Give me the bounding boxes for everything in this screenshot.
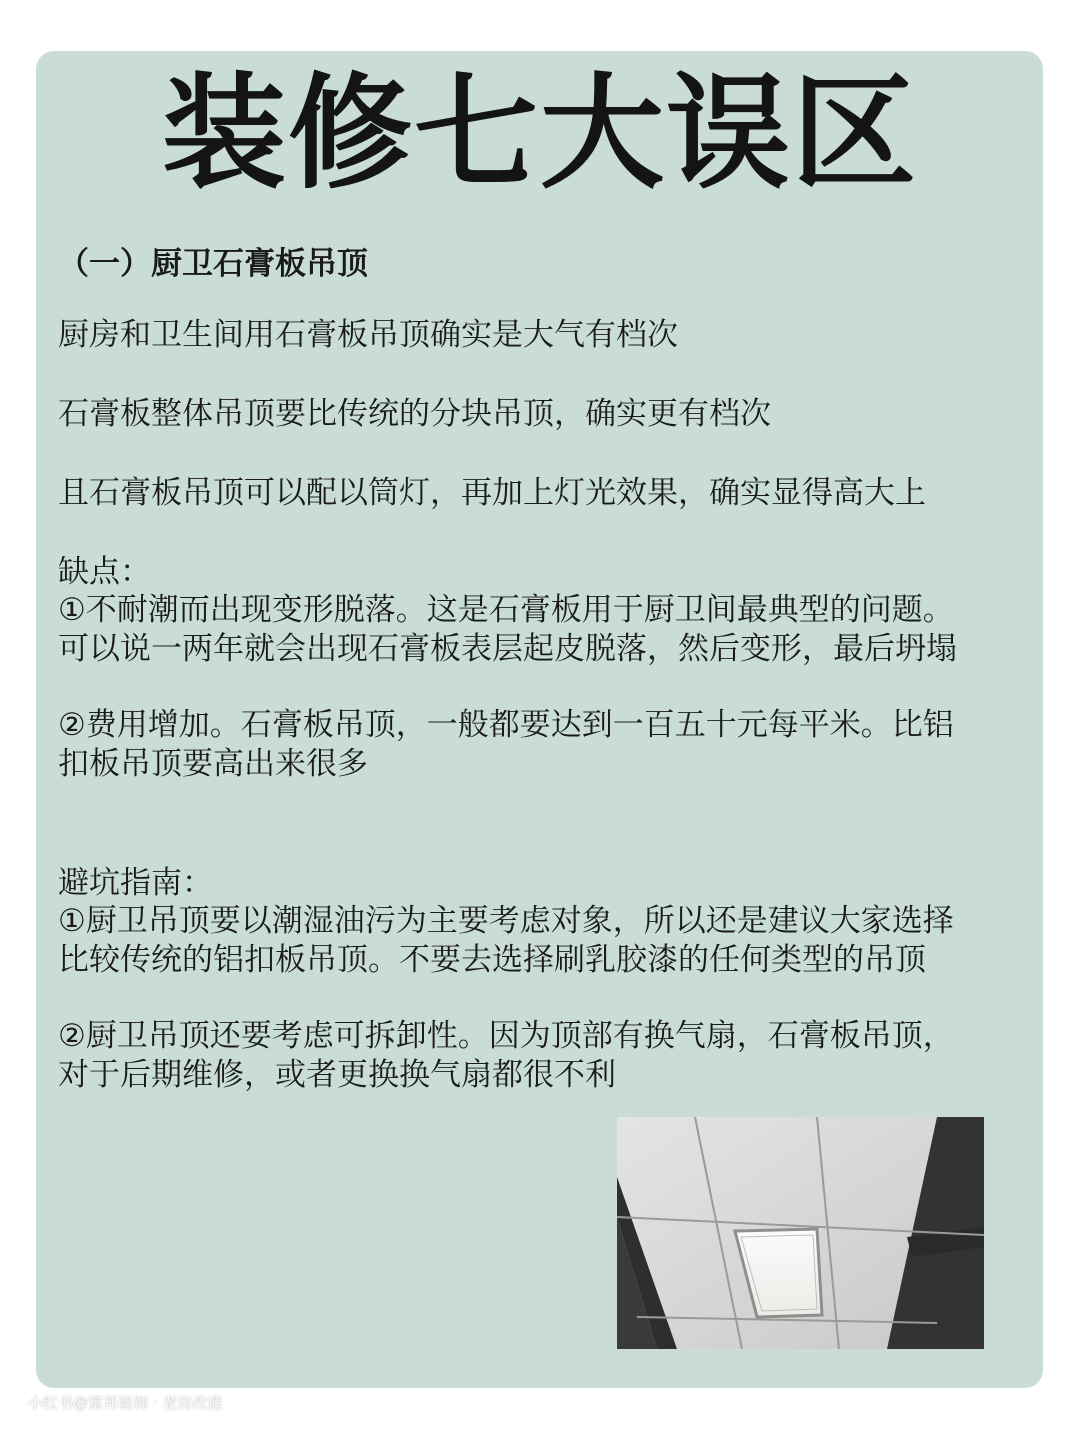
cons-item-2-line-2: 扣板吊顶要高出来很多 (58, 746, 368, 782)
guide-item-2-line-2: 对于后期维修，或者更换换气扇都很不利 (58, 1057, 616, 1093)
intro-paragraph-3: 且石膏板吊顶可以配以筒灯，再加上灯光效果，确实显得高大上 (58, 475, 926, 511)
guide-item-1-line-1: ①厨卫吊顶要以潮湿油污为主要考虑对象，所以还是建议大家选择 (58, 903, 954, 939)
cons-label: 缺点： (58, 554, 151, 590)
ceiling-panel-photo (617, 1117, 984, 1349)
cons-item-1-line-2: 可以说一两年就会出现石膏板表层起皮脱落，然后变形，最后坍塌 (58, 631, 957, 667)
guide-item-2-line-1: ②厨卫吊顶还要考虑可拆卸性。因为顶部有换气扇，石膏板吊顶， (58, 1018, 954, 1054)
page-title: 装修七大误区 (161, 62, 918, 206)
section-heading: （一）厨卫石膏板吊顶 (58, 246, 368, 282)
intro-paragraph-1: 厨房和卫生间用石膏板吊顶确实是大气有档次 (58, 317, 678, 353)
watermark: 小红书@富邦装饰 · 老房改造 (28, 1394, 223, 1412)
intro-paragraph-2: 石膏板整体吊顶要比传统的分块吊顶，确实更有档次 (58, 396, 771, 432)
cons-item-1-line-1: ①不耐潮而出现变形脱落。这是石膏板用于厨卫间最典型的问题。 (58, 592, 954, 628)
guide-item-1-line-2: 比较传统的铝扣板吊顶。不要去选择刷乳胶漆的任何类型的吊顶 (58, 942, 926, 978)
cons-item-2-line-1: ②费用增加。石膏板吊顶，一般都要达到一百五十元每平米。比铝 (58, 707, 954, 743)
guide-label: 避坑指南： (58, 865, 213, 901)
